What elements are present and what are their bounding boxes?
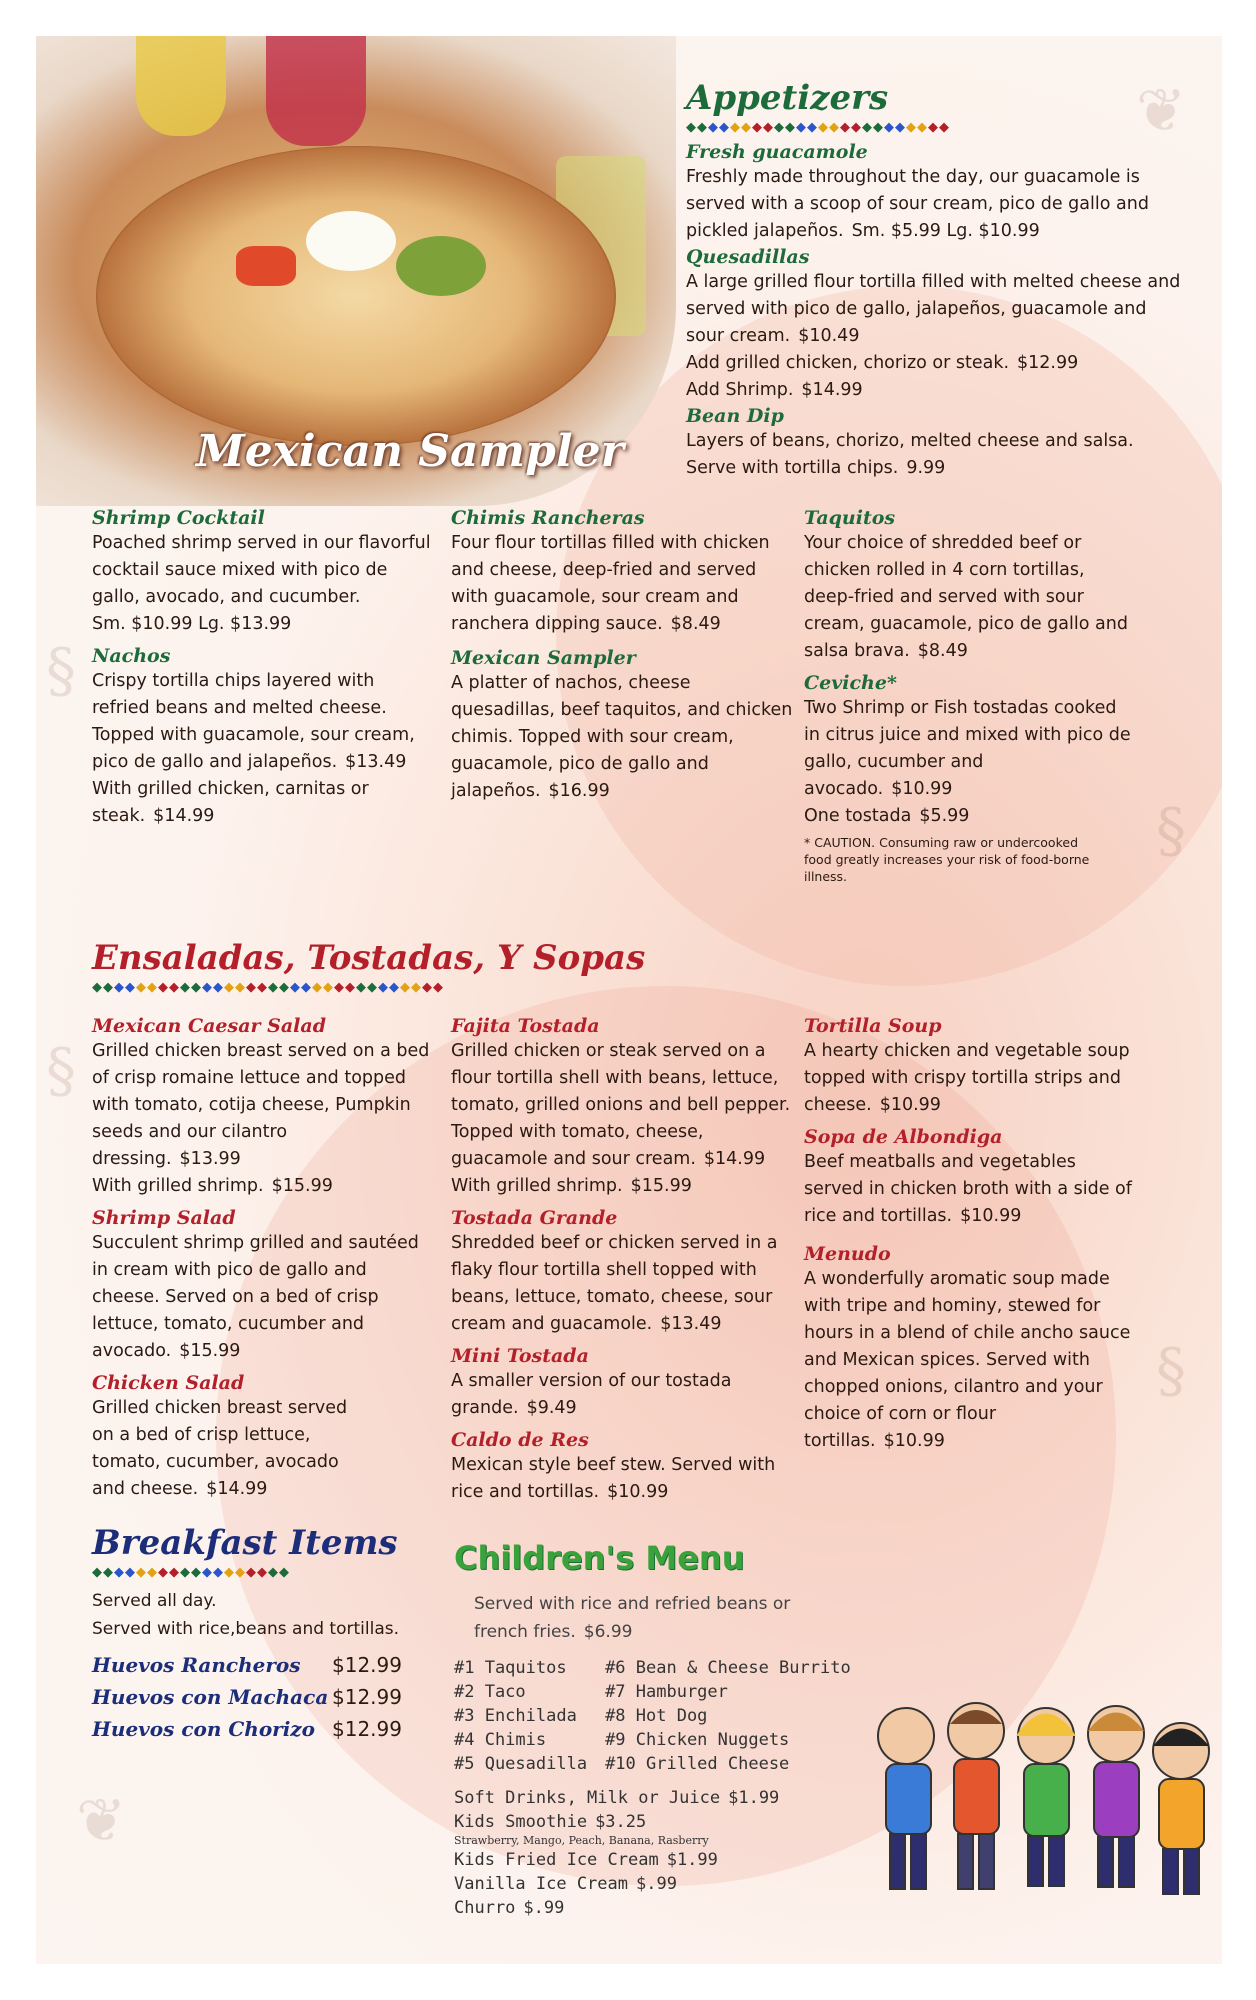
item-price: $12.99 [332, 1685, 402, 1709]
appetizers-column-3 [804, 506, 1134, 885]
menu-item [92, 1206, 437, 1365]
item-price: $8.49 [917, 641, 968, 661]
item-price: $15.99 [179, 1341, 241, 1361]
salads-title: Ensaladas, Tostadas, Y Sopas [92, 938, 646, 978]
swirl-ornament: § [46, 636, 76, 706]
kid-figure-icon [1016, 1708, 1076, 1886]
dessert-item: Churro $.99 [454, 1898, 565, 1918]
item-name: Shrimp Cocktail [92, 507, 265, 529]
childrens-items [454, 1656, 894, 1776]
menu-item [804, 506, 1134, 665]
childrens-list-left [454, 1656, 587, 1776]
item-description: Succulent shrimp grilled and sautéed in cream with pico de gallo and cheese. Served on a bed of crisp lettuce, tomato, cucumber and avocado. $15.99 [92, 1233, 419, 1361]
guacamole-icon [396, 236, 486, 296]
item-name: Caldo de Res [451, 1429, 589, 1451]
item-price: $10.99 [879, 1095, 941, 1115]
item-name: Menudo [804, 1243, 891, 1265]
item-addon: With grilled shrimp. $15.99 [92, 1176, 333, 1196]
childrens-price: $6.99 [583, 1622, 633, 1642]
item-price: $.99 [523, 1898, 565, 1918]
list-item: #1 Taquitos [454, 1658, 567, 1678]
dessert-item: Kids Fried Ice Cream $1.99 [454, 1850, 718, 1870]
item-name: Ceviche* [804, 672, 897, 694]
addon-price: $14.99 [801, 380, 863, 400]
item-name: Mini Tostada [451, 1345, 589, 1367]
drink-glass-icon [266, 36, 366, 146]
item-description: Grilled chicken breast served on a bed of crisp lettuce, tomato, cucumber, avocado and cheese. $14.99 [92, 1398, 348, 1499]
swirl-ornament: § [1156, 1336, 1186, 1406]
breakfast-item [92, 1681, 422, 1713]
item-price: $3.25 [595, 1812, 647, 1832]
menu-item [451, 1344, 796, 1422]
salads-column-3 [804, 1014, 1134, 1455]
childrens-list-right [605, 1656, 851, 1776]
item-name: Shrimp Salad [92, 1207, 236, 1229]
appetizers-column-2 [451, 506, 796, 805]
item-description: Two Shrimp or Fish tostadas cooked in citrus juice and mixed with pico de gallo, cucumber and avocado. $10.99 [804, 698, 1131, 799]
item-price: $8.49 [670, 614, 721, 634]
menu-item [92, 506, 437, 638]
item-name: Quesadillas [686, 246, 810, 268]
salads-section [92, 936, 1192, 996]
item-addon: Add Shrimp. $14.99 [686, 380, 863, 400]
item-description: Beef meatballs and vegetables served in chicken broth with a side of rice and tortillas. $10.99 [804, 1152, 1132, 1226]
item-description: Freshly made throughout the day, our guacamole is served with a scoop of sour cream, pico de gallo and pickled jalapeños. Sm. $5.99 Lg. $10.99 [686, 167, 1149, 241]
menu-item [686, 245, 1186, 404]
childrens-section [454, 1536, 894, 1920]
caution-note: * CAUTION. Consuming raw or undercooked food greatly increases your risk of food-borne illness. [804, 835, 1090, 884]
appetizers-column-1 [92, 506, 437, 830]
dessert-item: Vanilla Ice Cream $.99 [454, 1874, 677, 1894]
addon-price: $14.99 [153, 806, 215, 826]
diamond-divider: ◆◆◆◆◆◆◆◆◆◆◆◆◆◆◆◆◆◆◆◆◆◆◆◆ [686, 120, 950, 135]
item-name: Nachos [92, 645, 171, 667]
salads-column-2 [451, 1014, 796, 1506]
list-item: #3 Enchilada [454, 1706, 577, 1726]
list-item: #7 Hamburger [605, 1682, 728, 1702]
pico-de-gallo-icon [236, 246, 296, 286]
appetizers-section [686, 76, 1186, 482]
item-description: Poached shrimp served in our flavorful cocktail sauce mixed with pico de gallo, avocado, and cucumber. [92, 533, 431, 607]
menu-item [451, 506, 796, 638]
item-description: Grilled chicken breast served on a bed of crisp romaine lettuce and topped with tomato, cotija cheese, Pumpkin seeds and our cilantro dressing. $13.99 [92, 1041, 430, 1169]
item-description: A large grilled flour tortilla filled with melted cheese and served with pico de gallo, jalapeños, guacamole and sour cream. $10.49 [686, 272, 1181, 346]
list-item: #10 Grilled Cheese [605, 1754, 790, 1774]
menu-item [451, 1014, 796, 1200]
kid-figure-icon [1088, 1706, 1144, 1887]
swirl-ornament: § [46, 1036, 76, 1106]
item-price: $16.99 [548, 781, 610, 801]
item-name: Chimis Rancheras [451, 507, 645, 529]
margarita-glass-icon [136, 36, 226, 136]
item-name: Mexican Sampler [451, 647, 636, 669]
item-price: $1.99 [666, 1850, 718, 1870]
item-price: $12.99 [332, 1717, 402, 1741]
list-item: #4 Chimis [454, 1730, 547, 1750]
diamond-divider: ◆◆◆◆◆◆◆◆◆◆◆◆◆◆◆◆◆◆ [92, 1565, 290, 1580]
item-description: Shredded beef or chicken served in a flaky flour tortilla shell topped with beans, lettuce, tomato, cheese, sour cream and guacamole. $13.49 [451, 1233, 778, 1334]
menu-item [92, 644, 437, 830]
addon-price: $5.99 [919, 806, 970, 826]
item-name: Tortilla Soup [804, 1015, 942, 1037]
item-addon: With grilled chicken, carnitas or steak. $14.99 [92, 779, 369, 826]
addon-price: $15.99 [630, 1176, 692, 1196]
menu-page [36, 36, 1222, 1964]
childrens-extras [454, 1786, 894, 1920]
item-addon: One tostada $5.99 [804, 806, 970, 826]
item-name: Huevos con Chorizo [92, 1717, 315, 1741]
item-price: 9.99 [906, 458, 946, 478]
item-price: $14.99 [206, 1479, 268, 1499]
menu-item [92, 1014, 437, 1200]
kid-figure-icon [948, 1703, 1004, 1889]
kid-figure-icon [878, 1708, 934, 1889]
item-name: Taquitos [804, 507, 896, 529]
item-description: A smaller version of our tostada grande. $9.49 [451, 1371, 732, 1418]
item-description: Layers of beans, chorizo, melted cheese and salsa. Serve with tortilla chips. 9.99 [686, 431, 1134, 478]
breakfast-title: Breakfast Items [92, 1523, 398, 1563]
breakfast-note: Served with rice,beans and tortillas. [92, 1619, 400, 1639]
item-name: Chicken Salad [92, 1372, 245, 1394]
list-item: #5 Quesadilla [454, 1754, 588, 1774]
item-addon: Add grilled chicken, chorizo or steak. $12.99 [686, 353, 1079, 373]
item-price: Sm. $5.99 Lg. $10.99 [851, 221, 1040, 241]
item-price: $10.99 [607, 1482, 669, 1502]
item-name: Huevos con Machaca [92, 1685, 329, 1709]
childrens-note: Served with rice and refried beans or french fries. $6.99 [474, 1594, 791, 1642]
addon-price: $15.99 [271, 1176, 333, 1196]
swirl-ornament: § [1156, 796, 1186, 866]
breakfast-item [92, 1649, 422, 1681]
smoothie-flavors: Strawberry, Mango, Peach, Banana, Rasberry [454, 1834, 709, 1847]
item-name: Sopa de Albondiga [804, 1126, 1003, 1148]
salads-column-1 [92, 1014, 437, 1503]
item-price: $13.99 [179, 1149, 241, 1169]
item-description: Crispy tortilla chips layered with refried beans and melted cheese. Topped with guacamole, sour cream, pico de gallo and jalapeños. $13.49 [92, 671, 415, 772]
item-description: A hearty chicken and vegetable soup topped with crispy tortilla strips and cheese. $10.99 [804, 1041, 1130, 1115]
item-price: $10.49 [798, 326, 860, 346]
menu-item [92, 1371, 437, 1503]
item-price: $10.99 [883, 1431, 945, 1451]
breakfast-section [92, 1521, 422, 1745]
item-price: $1.99 [728, 1788, 780, 1808]
item-name: Tostada Grande [451, 1207, 618, 1229]
photo-label: Mexican Sampler [196, 426, 624, 477]
childrens-title: Children's Menu [454, 1539, 745, 1577]
drink-item: Kids Smoothie $3.25 [454, 1812, 647, 1832]
swirl-ornament: ❦ [76, 1786, 127, 1856]
item-price: $14.99 [703, 1149, 766, 1169]
item-price: $13.49 [345, 752, 407, 772]
item-name: Bean Dip [686, 405, 784, 427]
item-price: $10.99 [960, 1206, 1022, 1226]
item-price: $13.49 [660, 1314, 722, 1334]
kid-figure-icon [1153, 1723, 1209, 1894]
item-price: $10.99 [891, 779, 953, 799]
item-description: Your choice of shredded beef or chicken rolled in 4 corn tortillas, deep-fried and served with sour cream, guacamole, pico de gallo and salsa brava. $8.49 [804, 533, 1128, 661]
breakfast-note: Served all day. [92, 1591, 217, 1611]
menu-item [804, 1014, 1134, 1119]
list-item: #2 Taco [454, 1682, 526, 1702]
item-description: A platter of nachos, cheese quesadillas, beef taquitos, and chicken chimis. Topped with sour cream, guacamole, pico de gallo and jalapeños. $16.99 [451, 673, 793, 801]
item-name: Mexican Caesar Salad [92, 1015, 326, 1037]
menu-item [451, 1428, 796, 1506]
item-price: Sm. $10.99 Lg. $13.99 [92, 614, 292, 634]
list-item: #9 Chicken Nuggets [605, 1730, 790, 1750]
menu-item [451, 1206, 796, 1338]
diamond-divider: ◆◆◆◆◆◆◆◆◆◆◆◆◆◆◆◆◆◆◆◆◆◆◆◆◆◆◆◆◆◆◆◆ [92, 980, 444, 995]
breakfast-item [92, 1713, 422, 1745]
addon-price: $12.99 [1017, 353, 1079, 373]
menu-item [804, 1242, 1134, 1455]
list-item: #8 Hot Dog [605, 1706, 708, 1726]
item-description: Grilled chicken or steak served on a flour tortilla shell with beans, lettuce, tomato, grilled onions and bell pepper. Topped with tomato, cheese, guacamole and sour cream. $14.99 [451, 1041, 791, 1169]
item-name: Fajita Tostada [451, 1015, 600, 1037]
menu-item [686, 140, 1186, 245]
item-addon: With grilled shrimp. $15.99 [451, 1176, 692, 1196]
item-price: $9.49 [526, 1398, 577, 1418]
sour-cream-icon [306, 211, 396, 271]
swirl-ornament: ❦ [1136, 76, 1187, 146]
item-description: Four flour tortillas filled with chicken and cheese, deep-fried and served with guacamole, sour cream and ranchera dipping sauce. $8.49 [451, 533, 770, 634]
drink-item: Soft Drinks, Milk or Juice $1.99 [454, 1788, 780, 1808]
item-name: Fresh guacamole [686, 141, 868, 163]
item-description: Mexican style beef stew. Served with rice and tortillas. $10.99 [451, 1455, 776, 1502]
menu-item [804, 671, 1134, 885]
menu-item [451, 646, 796, 805]
item-price: $.99 [636, 1874, 677, 1894]
menu-item [686, 404, 1186, 482]
kids-illustration [866, 1676, 1216, 1906]
item-name: Huevos Rancheros [92, 1653, 301, 1677]
menu-item [804, 1125, 1134, 1230]
plate-icon [96, 146, 616, 446]
list-item: #6 Bean & Cheese Burrito [605, 1658, 851, 1678]
item-description: A wonderfully aromatic soup made with tripe and hominy, stewed for hours in a blend of chile ancho sauce and Mexican spices. Served with chopped onions, cilantro and your choice of corn or flour tortillas. $10.99 [804, 1269, 1131, 1451]
item-price: $12.99 [332, 1653, 402, 1677]
appetizers-title: Appetizers [686, 78, 889, 118]
